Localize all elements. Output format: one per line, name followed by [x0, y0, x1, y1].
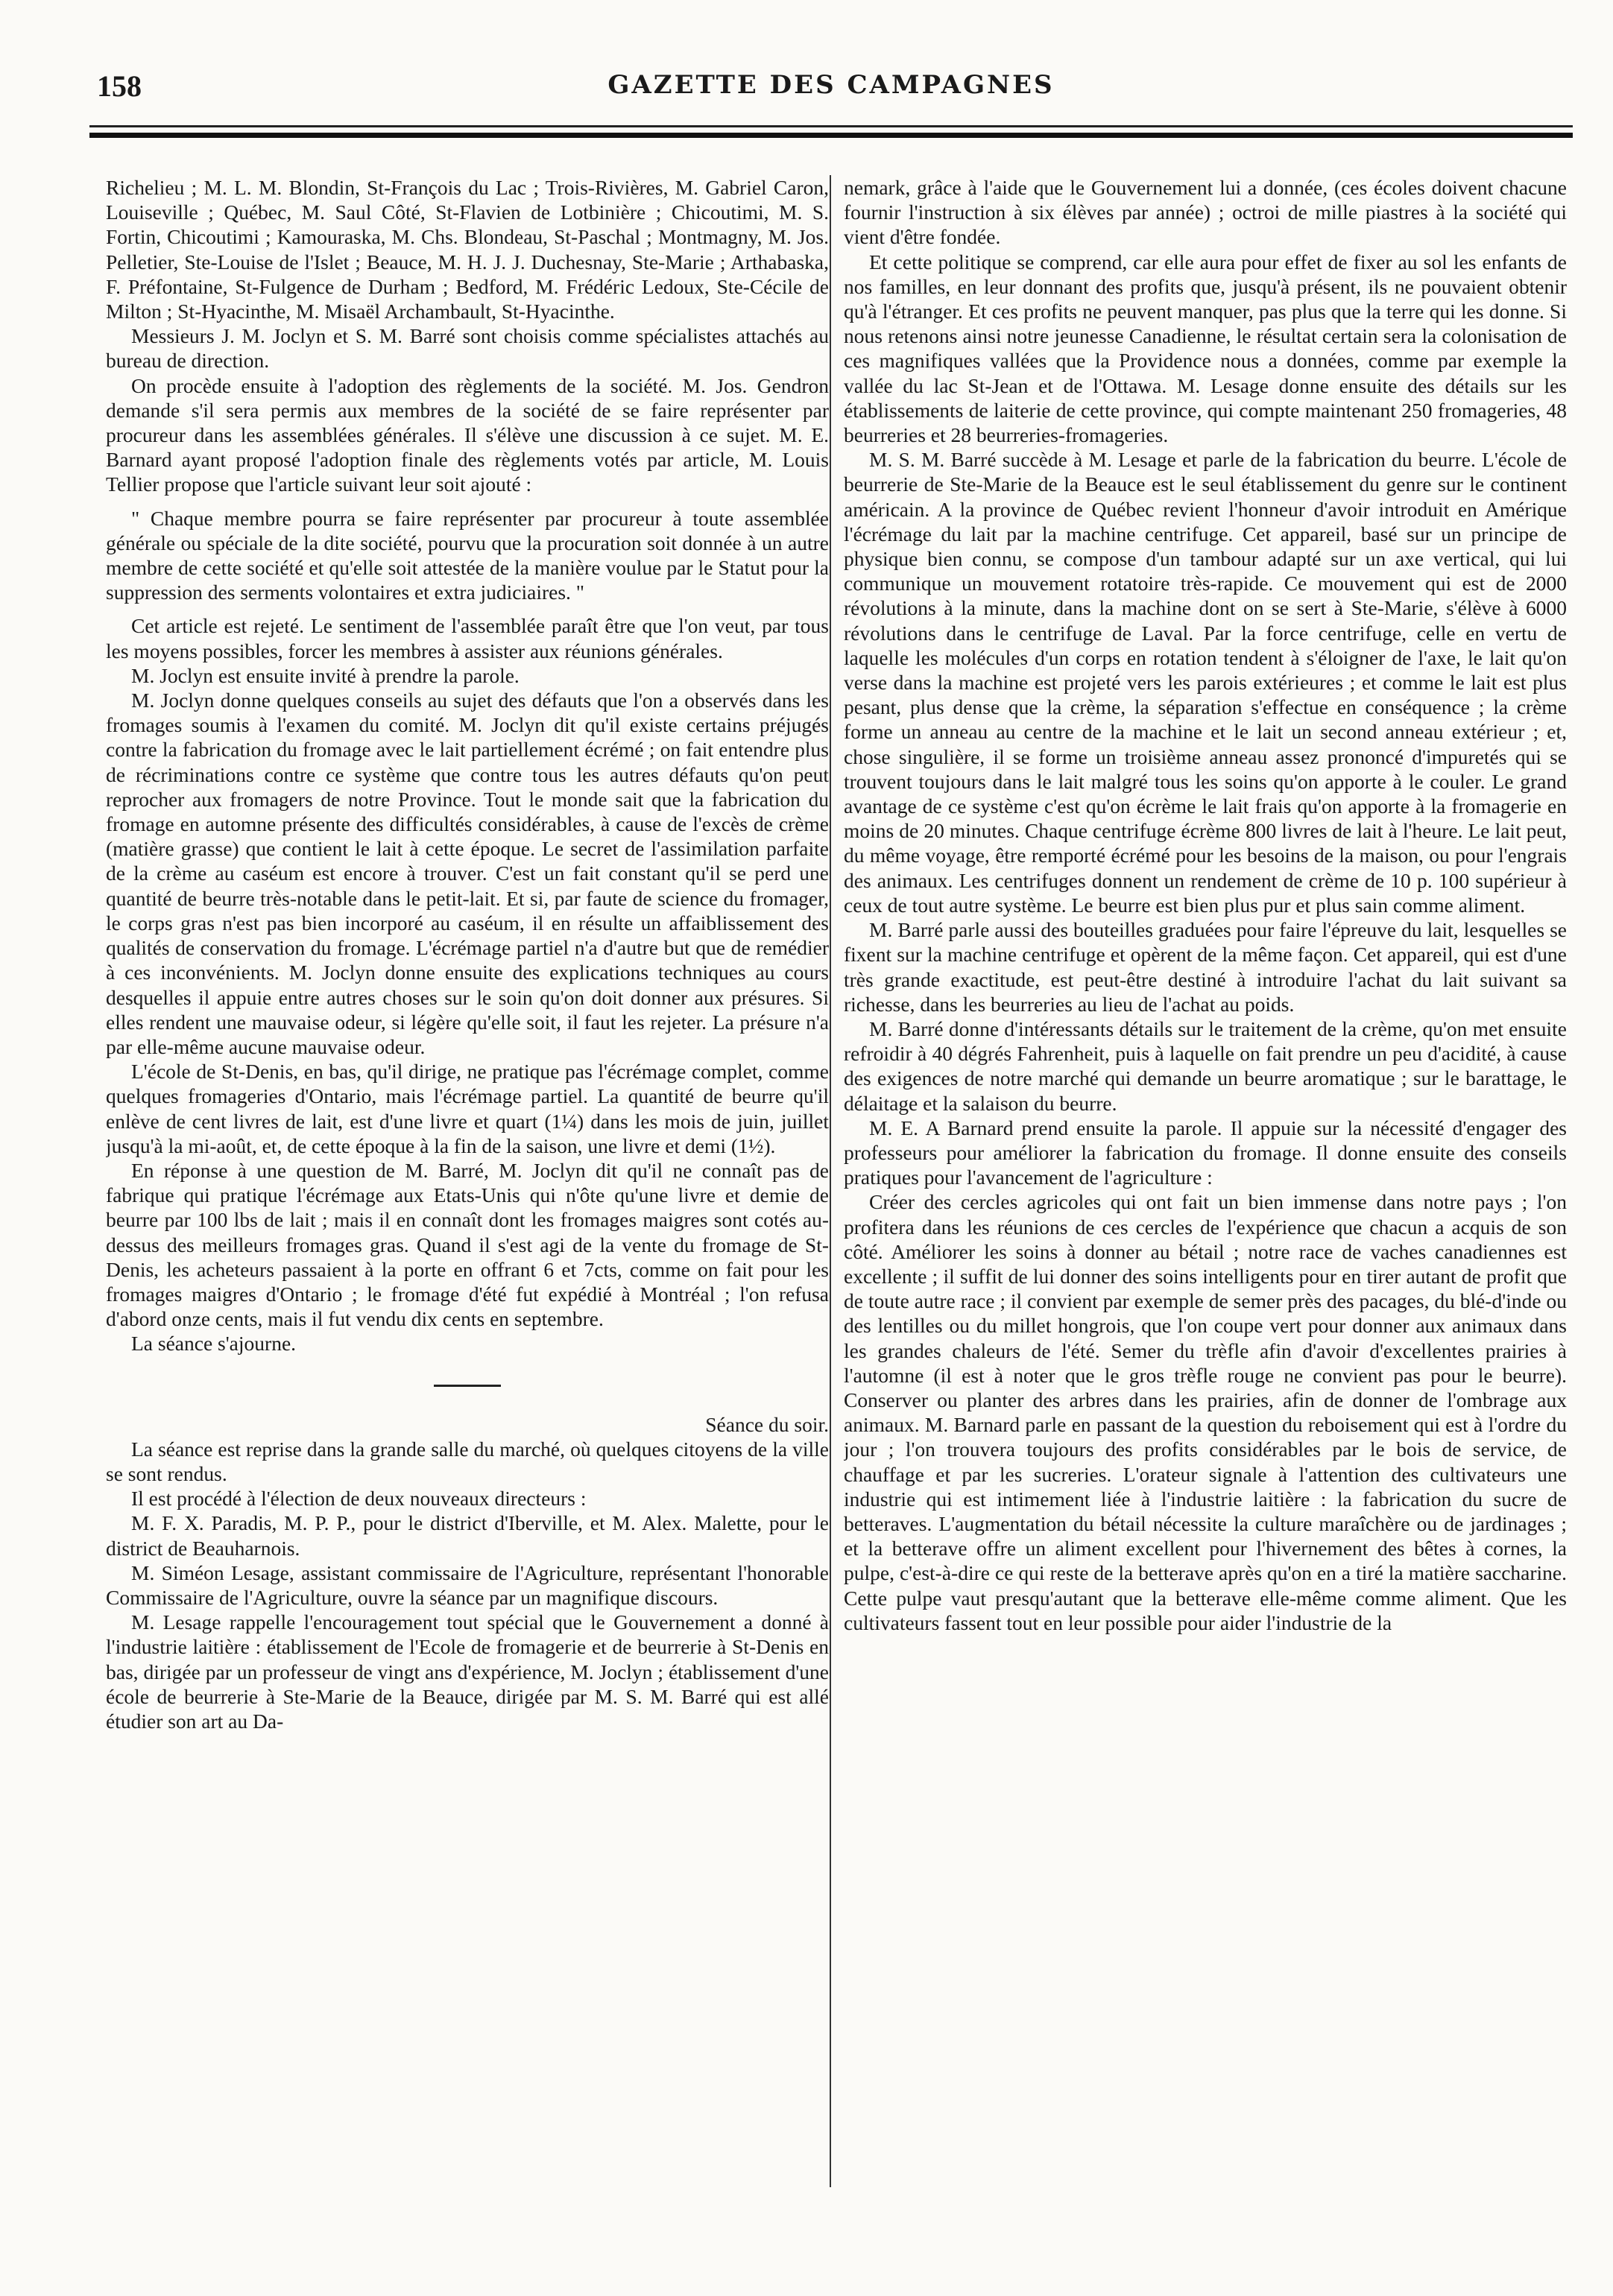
page-number: 158 — [97, 69, 142, 103]
section-title: Séance du soir. — [705, 1412, 829, 1436]
quoted-article: " Chaque membre pourra se faire représenter par procureur à toute assemblée générale ou spéciale de la dite société, pourvu que la procuration soit donnée à un autre membre de cette société et qu'elle soit attestée de la manière voulue par le Statut pour la suppression des serments volontaires et extra judiciaires. " — [106, 506, 829, 604]
article-paragraph: On procède ensuite à l'adoption des règlements de la société. M. Jos. Gendron demande s'il sera permis aux membres de la société de se faire représenter par procureur dans les assemblées générales. Il s'élève une discussion à ce sujet. M. E. Barnard ayant proposé l'adoption finale des règlements votés par article, M. Louis Tellier propose que l'article suivant leur soit ajouté : — [106, 373, 829, 496]
header-rule-thick — [89, 133, 1573, 138]
page-header — [89, 69, 1573, 121]
article-paragraph: M. Barré parle aussi des bouteilles graduées pour faire l'épreuve du lait, lesquelles se fixent sur la machine centrifuge et opèrent de la même façon. Cet appareil, qui est d'une très grande exactitude, est peut-être destiné à introduire l'achat du lait suivant sa richesse, dans les beurreries au lieu de l'achat au poids. — [844, 918, 1567, 1016]
article-paragraph: M. F. X. Paradis, M. P. P., pour le district d'Iberville, et M. Alex. Malette, pour le district de Beauharnois. — [106, 1511, 829, 1560]
article-paragraph: Il est procédé à l'élection de deux nouveaux directeurs : — [131, 1487, 587, 1511]
article-paragraph: Et cette politique se comprend, car elle aura pour effet de fixer au sol les enfants de nos familles, en leur donnant des profits que, jusqu'à présent, ils ne pouvaient obtenir qu'à l'étranger. Et ces profits ne peuvent manquer, pas plus que la terre qui les donne. Si nous retenons ainsi notre jeunesse Canadienne, le résultat certain sera la colonisation de ces magnifiques vallées que la Providence nous a données, comme par exemple la vallée du lac St-Jean et de l'Ottawa. M. Lesage donne ensuite des détails sur les établissements de laiterie de cette province, qui compte maintenant 250 fromageries, 48 beurreries et 28 beurreries-fromageries. — [844, 250, 1567, 447]
article-paragraph: L'école de St-Denis, en bas, qu'il dirige, ne pratique pas l'écrémage complet, comme quelques fromageries d'Ontario, mais l'écrémage partiel. La quantité de beurre qu'il enlève de cent livres de lait, est d'une livre et quart (1¼) dans les mois de juin, juillet jusqu'à la mi-août, et, de cette époque à la fin de la saison, une livre et demi (1½). — [106, 1060, 829, 1157]
article-paragraph: Créer des cercles agricoles qui ont fait un bien immense dans notre pays ; l'on profitera dans les réunions de ces cercles de l'expérience que chacun a acquis de son côté. Améliorer les soins à donner au bétail ; notre race de vaches canadiennes est excellente ; il suffit de lui donner des soins intelligents pour en tirer autant de profit que de toute autre race ; il convient par exemple de semer près des pacages, du blé-d'inde ou des lentilles ou du millet hongrois, que l'on coupe vert pour donner aux animaux dans les grandes chaleurs de l'été. Semer du trèfle afin d'avoir d'excellentes prairies à l'automne (il est à noter que le gros trèfle rouge ne convient pas pour le beurre). Conserver ou planter des arbres dans les prairies, afin de donner de l'ombrage aux animaux. M. Barnard parle en passant de la question du reboisement qui est à l'ordre du jour ; l'on trouvera toujours des profits considérables par le bois de service, de chauffage et par les sucreries. L'orateur signale à l'attention des cultivateurs une industrie qui est intimement liée à l'industrie laitière : la fabrication du sucre de betteraves. L'augmentation du bétail nécessite la culture maraîchère ou de jardinages ; et la betterave offre un aliment excellent pour l'hivernement des bêtes à cornes, la pulpe, c'est-à-dire ce qui reste de la betterave après qu'on en a tiré la matière saccharine. Cette pulpe vaut presqu'autant que la betterave elle-même comme aliment. Que les cultivateurs fassent tout en leur possible pour aider l'industrie de la — [844, 1190, 1567, 1634]
column-divider — [830, 175, 831, 2187]
article-paragraph: nemark, grâce à l'aide que le Gouvernement lui a donnée, (ces écoles doivent chacune fournir l'instruction à six élèves par année) ; octroi de mille piastres à la société qui vient d'être fondée. — [844, 176, 1567, 249]
article-paragraph: M. S. M. Barré succède à M. Lesage et parle de la fabrication du beurre. L'école de beurrerie de Ste-Marie de la Beauce est le seul établissement du genre sur le continent américain. A la province de Québec revient l'honneur d'avoir introduit en Amérique l'écrémage du lait par la machine centrifuge. Cet appareil, basé sur un principe de physique bien connu, se compose d'un tambour adapté sur un axe vertical, qui lui communique un mouvement rotatoire très-rapide. Ce mouvement qui est de 2000 révolutions à la minute, dans la machine dont on se sert à Ste-Marie, s'élève à 6000 révolutions dans le centrifuge de Laval. Par la force centrifuge, celle en vertu de laquelle les molécules d'un corps en rotation tendent à s'éloigner de l'axe, le lait qu'on verse dans la machine est projeté vers les parois extérieures ; et comme le lait est plus pesant, plus dense que la crème, la séparation s'effectue en conséquence ; la crème forme un anneau au centre de la machine et le lait un second anneau extérieur ; et, chose singulière, il se forme un troisième anneau assez prononcé d'impuretés qui se trouvent toujours dans le lait malgré tous les soins qu'on apporte à le couler. Le grand avantage de ce système c'est qu'on écrème le lait frais qu'on apporte à la fromagerie en moins de 20 minutes. Chaque centrifuge écrème 800 livres de lait à l'heure. Le lait peut, du même voyage, être remporté écrémé pour les besoins de la maison, ou pour l'engrais des animaux. Les centrifuges donnent un rendement de crème de 10 p. 100 supérieur à ceux de tout autre système. Le beurre est bien plus pur et plus sain comme aliment. — [844, 448, 1567, 917]
article-paragraph: La séance est reprise dans la grande salle du marché, où quelques citoyens de la ville se sont rendus. — [106, 1437, 829, 1485]
right-column — [844, 175, 1567, 2217]
section-divider — [434, 1385, 501, 1387]
article-paragraph: La séance s'ajourne. — [131, 1332, 297, 1356]
article-paragraph: Messieurs J. M. Joclyn et S. M. Barré sont choisis comme spécialistes attachés au bureau de direction. — [106, 324, 829, 373]
article-paragraph: M. Joclyn est ensuite invité à prendre la parole. — [131, 663, 520, 687]
article-paragraph: M. E. A Barnard prend ensuite la parole. Il appuie sur la nécessité d'engager des professeurs pour améliorer la fabrication du fromage. Il donne ensuite des conseils pratiques pour l'avancement de l'agriculture : — [844, 1116, 1567, 1189]
running-title: GAZETTE DES CAMPAGNES — [607, 70, 1055, 100]
article-paragraph: M. Siméon Lesage, assistant commissaire de l'Agriculture, représentant l'honorable Commissaire de l'Agriculture, ouvre la séance par un magnifique discours. — [106, 1560, 829, 1609]
article-paragraph: Cet article est rejeté. Le sentiment de l'assemblée paraît être que l'on veut, par tous les moyens possibles, forcer les membres à assister aux réunions générales. — [106, 614, 829, 662]
header-rule-thin — [89, 125, 1573, 127]
left-column — [106, 175, 829, 2217]
article-paragraph: M. Joclyn donne quelques conseils au sujet des défauts que l'on a observés dans les fromages soumis à l'examen du comité. M. Joclyn dit qu'il existe certains préjugés contre la fabrication du fromage avec le lait partiellement écrémé ; on fait entendre plus de récriminations contre ce système que contre tous les autres défauts qu'on peut reprocher aux fromagers de notre Province. Tout le monde sait que la fabrication du fromage en automne présente des difficultés considérables, à cause de l'excès de crème (matière grasse) que contient le lait à cette époque. Le secret de l'assimilation parfaite de la crème au caséum est encore à trouver. C'est un fait constant qu'il se perd une quantité de beurre très-notable dans le petit-lait. Et si, par faute de science du fromager, le corps gras n'est pas bien incorporé au caséum, il en résulte un affaiblissement des qualités de conservation du fromage. L'écrémage partiel n'a d'autre but que de remédier à ces inconvénients. M. Joclyn donne ensuite des explications techniques au cours desquelles il appuie entre autres choses sur le soin qu'on doit donner aux présures. Si elles rendent une mauvaise odeur, si légère qu'elle soit, il faut les rejeter. La présure n'a par elle-même aucune mauvaise odeur. — [106, 689, 829, 1058]
article-paragraph: M. Lesage rappelle l'encouragement tout spécial que le Gouvernement a donné à l'industrie laitière : établissement de l'Ecole de fromagerie et de beurrerie à St-Denis en bas, dirigée par un professeur de vingt ans d'expérience, M. Joclyn ; établissement d'une école de beurrerie à Ste-Marie de la Beauce, dirigée par M. S. M. Barré qui est allé étudier son art au Da- — [106, 1610, 829, 1733]
article-paragraph: Richelieu ; M. L. M. Blondin, St-François du Lac ; Trois-Rivières, M. Gabriel Caron, Louiseville ; Québec, M. Saul Côté, St-Flavien de Lotbinière ; Chicoutimi, M. S. Fortin, Chicoutimi ; Kamouraska, M. Chs. Blondeau, St-Paschal ; Montmagny, M. Jos. Pelletier, Ste-Louise de l'Islet ; Beauce, M. H. J. J. Duchesnay, Ste-Marie ; Arthabaska, F. Préfontaine, St-Fulgence de Durham ; Bedford, M. Frédéric Ledoux, Ste-Cécile de Milton ; St-Hyacinthe, M. Misaël Archambault, St-Hyacinthe. — [106, 176, 829, 323]
article-paragraph: En réponse à une question de M. Barré, M. Joclyn dit qu'il ne connaît pas de fabrique qui pratique l'écrémage aux Etats-Unis qui n'ôte qu'une livre et demie de beurre par 100 lbs de lait ; mais il en connaît dont les fromages maigres sont cotés au-dessus des meilleurs fromages gras. Quand il s'est agi de la vente du fromage de St-Denis, les acheteurs passaient à la porte en offrant 6 et 7cts, comme on fait pour les fromages maigres d'Ontario ; le fromage d'été fut expédié à Montréal ; l'on refusa d'abord onze cents, mais il fut vendu dix cents en septembre. — [106, 1158, 829, 1331]
article-paragraph: M. Barré donne d'intéressants détails sur le traitement de la crème, qu'on met ensuite refroidir à 40 dégrés Fahrenheit, puis à laquelle on fait prendre un peu d'acidité, à cause des exigences de notre marché qui demande un beurre aromatique ; sur le barattage, le délaitage et la salaison du beurre. — [844, 1016, 1567, 1115]
